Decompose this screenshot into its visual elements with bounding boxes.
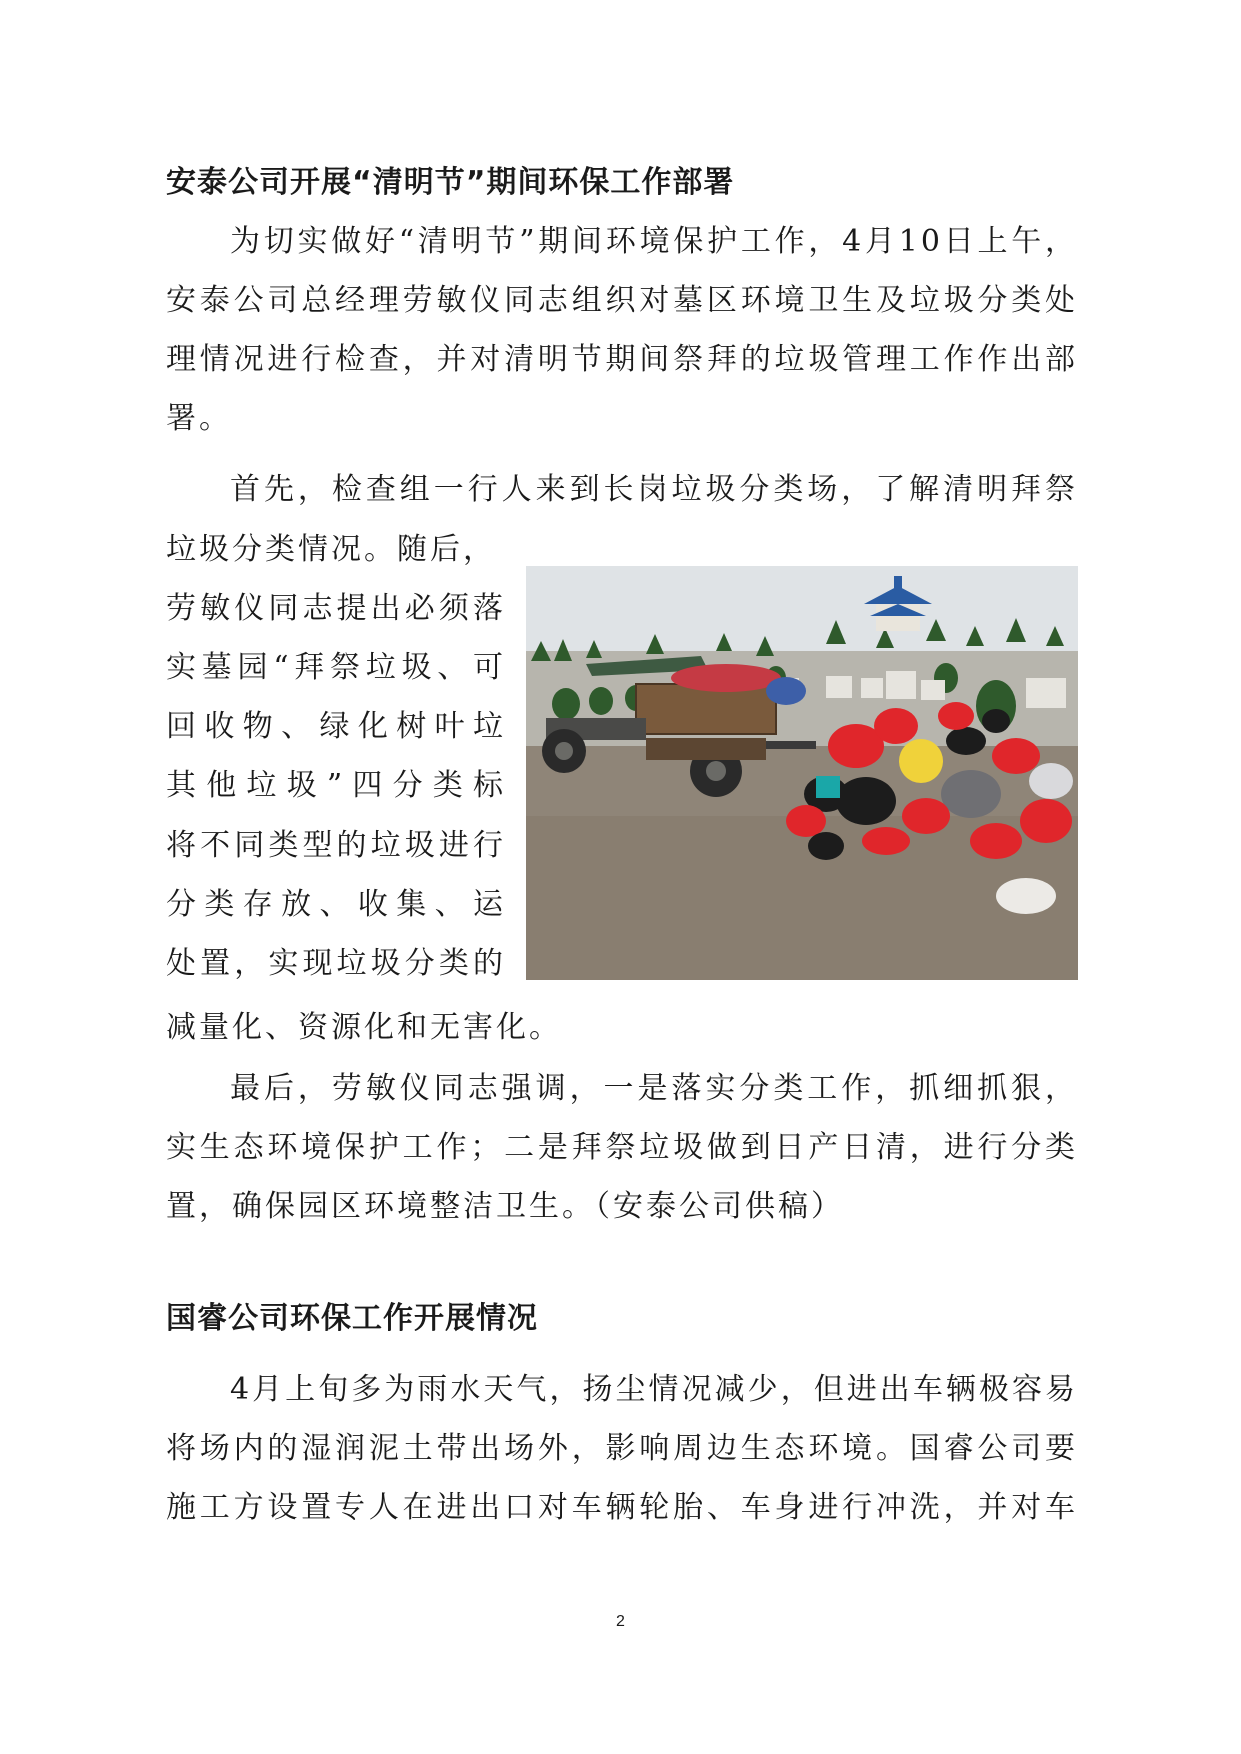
article-1-p2-line-6: 其他垃圾”四分类标 (166, 768, 506, 803)
article-1-p2-line-5: 回收物、绿化树叶垃 (166, 709, 506, 744)
article-1-p1-line-4: 署。 (166, 401, 232, 436)
garbage-sorting-site-photo (526, 566, 1078, 980)
article-1-p1-line-2: 安泰公司总经理劳敏仪同志组织对墓区环境卫生及垃圾分类处 (166, 283, 1078, 318)
article-2-p1-line-3: 施工方设置专人在进出口对车辆轮胎、车身进行冲洗，并对车 (166, 1490, 1078, 1525)
article-2-title: 国睿公司环保工作开展情况 (166, 1301, 538, 1336)
article-1-p3-line-1: 最后，劳敏仪同志强调，一是落实分类工作，抓细抓狠， (230, 1071, 1078, 1106)
article-1-p2-line-10: 减量化、资源化和无害化。 (166, 1010, 562, 1045)
article-1-p2-line-8: 分类存放、收集、运 (166, 887, 506, 922)
article-1-p2-line-3: 劳敏仪同志提出必须落 (166, 591, 506, 626)
article-1-p1-line-3: 理情况进行检查，并对清明节期间祭拜的垃圾管理工作作出部 (166, 342, 1078, 377)
article-1-title: 安泰公司开展“清明节”期间环保工作部署 (166, 165, 735, 200)
article-1-p2-line-2: 垃圾分类情况。随后， (166, 532, 496, 567)
article-2-p1-line-2: 将场内的湿润泥土带出场外，影响周边生态环境。国睿公司要 (166, 1431, 1078, 1466)
article-1-p2-line-1: 首先，检查组一行人来到长岗垃圾分类场，了解清明拜祭 (230, 472, 1078, 507)
page-number: 2 (616, 1613, 625, 1630)
article-1-p2-line-7: 将不同类型的垃圾进行 (166, 828, 506, 863)
article-1-p2-line-4: 实墓园“拜祭垃圾、可 (166, 650, 506, 685)
article-1-p1-line-1: 为切实做好“清明节”期间环境保护工作，4月10日上午， (230, 224, 1078, 259)
article-1-p2-line-9: 处置，实现垃圾分类的 (166, 946, 506, 981)
article-1-p3-line-3: 置，确保园区环境整洁卫生。（安泰公司供稿） (166, 1189, 844, 1224)
article-2-p1-line-1: 4月上旬多为雨水天气，扬尘情况减少，但进出车辆极容易 (230, 1372, 1078, 1407)
article-1-p3-line-2: 实生态环境保护工作；二是拜祭垃圾做到日产日清，进行分类 (166, 1130, 1078, 1165)
